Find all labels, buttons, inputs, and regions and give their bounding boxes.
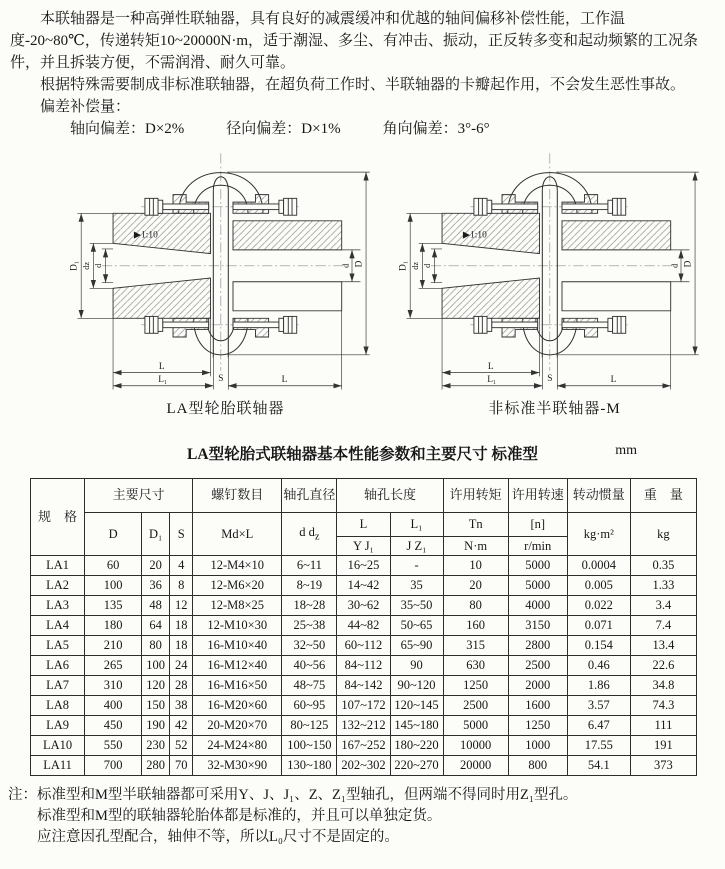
table-title: LA型轮胎式联轴器基本性能参数和主要尺寸 标准型 <box>187 446 538 463</box>
table-cell: 1.86 <box>567 676 630 696</box>
table-cell: 1000 <box>508 736 567 756</box>
table-cell: 25~38 <box>282 616 337 636</box>
spec-table-body <box>31 556 697 776</box>
table-cell: 17.55 <box>567 736 630 756</box>
table-header-cell: [n] <box>508 513 567 537</box>
table-header-cell <box>282 513 337 556</box>
intro-section <box>0 0 725 140</box>
table-cell: 6.47 <box>567 716 630 736</box>
table-cell: 160 <box>443 616 508 636</box>
coupling-diagram-right <box>397 144 712 418</box>
table-cell: 64 <box>142 616 170 636</box>
table-header-cell: D <box>85 513 142 556</box>
table-cell: 30~62 <box>337 596 390 616</box>
table-cell: 1250 <box>443 676 508 696</box>
table-header-cell: Tn <box>443 513 508 537</box>
table-cell: 28 <box>170 676 193 696</box>
table-cell: 65~90 <box>390 636 443 656</box>
table-cell: 100 <box>142 656 170 676</box>
table-cell: 0.071 <box>567 616 630 636</box>
table-row <box>31 756 697 776</box>
table-cell: LA1 <box>31 556 85 576</box>
table-cell: 14~42 <box>337 576 390 596</box>
table-cell: 180~220 <box>390 736 443 756</box>
d-dz-sub: z <box>314 531 320 543</box>
table-cell: 84~142 <box>337 676 390 696</box>
table-cell: 24-M24×80 <box>193 736 282 756</box>
unit-label: mm <box>615 443 637 458</box>
table-cell: 310 <box>85 676 142 696</box>
table-cell: 800 <box>508 756 567 776</box>
table-cell: 24 <box>170 656 193 676</box>
table-cell: 32-M30×90 <box>193 756 282 776</box>
table-header-cell: r/min <box>508 537 567 556</box>
intro-paragraph-2: 根据特殊需要制成非标准联轴器，在超负荷工作时、半联轴器的卡瓣起作用，不会发生恶性事故。 <box>40 77 686 93</box>
table-cell: 107~172 <box>337 696 390 716</box>
table-header-cell: L₁ <box>390 513 443 537</box>
table-cell: 10 <box>443 556 508 576</box>
table-header-cell: D₁ <box>142 513 170 556</box>
table-cell: 3.57 <box>567 696 630 716</box>
table-cell: LA4 <box>31 616 85 636</box>
table-row <box>31 716 697 736</box>
table-cell: 100 <box>85 576 142 596</box>
table-row <box>31 576 697 596</box>
coupling-drawing <box>397 144 712 397</box>
table-cell: 18 <box>170 616 193 636</box>
table-cell: 13.4 <box>630 636 696 656</box>
table-cell: LA11 <box>31 756 85 776</box>
table-cell: 202~302 <box>337 756 390 776</box>
spec-table <box>30 478 697 776</box>
table-cell: 22.6 <box>630 656 696 676</box>
table-header-cell: Y J₁ <box>337 537 390 556</box>
table-cell: 18 <box>170 636 193 656</box>
table-cell: 280 <box>142 756 170 776</box>
table-cell: 8 <box>170 576 193 596</box>
table-cell: 90~120 <box>390 676 443 696</box>
table-cell: 373 <box>630 756 696 776</box>
table-cell: 0.46 <box>567 656 630 676</box>
table-cell: 48~75 <box>282 676 337 696</box>
note-line: 标准型和M型的联轴器轮胎体都是标准的，并且可以单独定货。 <box>37 808 442 824</box>
table-header-cell: 螺钉数目 <box>193 479 282 513</box>
table-cell: LA2 <box>31 576 85 596</box>
table-cell: 315 <box>443 636 508 656</box>
coupling-drawing <box>68 144 383 397</box>
table-row <box>31 616 697 636</box>
table-header-cell: kg <box>630 513 696 556</box>
table-cell: 20 <box>443 576 508 596</box>
table-cell: 8~19 <box>282 576 337 596</box>
table-cell: LA5 <box>31 636 85 656</box>
note-line: 标准型和M型半联轴器都可采用Y、J、J₁、Z、Z₁型轴孔，但两端不得同时用Z₁型孔。 <box>37 787 578 803</box>
table-cell: 38 <box>170 696 193 716</box>
table-cell: 44~82 <box>337 616 390 636</box>
table-cell: 0.022 <box>567 596 630 616</box>
d-dz-main: d d <box>299 524 315 539</box>
table-cell: 135 <box>85 596 142 616</box>
table-cell: 50~65 <box>390 616 443 636</box>
table-cell: 18~28 <box>282 596 337 616</box>
table-cell: 191 <box>630 736 696 756</box>
table-cell: LA8 <box>31 696 85 716</box>
table-title-row <box>0 442 725 464</box>
table-cell: 84~112 <box>337 656 390 676</box>
table-cell: 1.33 <box>630 576 696 596</box>
table-cell: 190 <box>142 716 170 736</box>
table-row <box>31 656 697 676</box>
note-line: 应注意因孔型配合，轴伸不等，所以L₀尺寸不是固定的。 <box>37 829 399 845</box>
table-cell: 550 <box>85 736 142 756</box>
table-cell: 5000 <box>508 576 567 596</box>
table-cell: 130~180 <box>282 756 337 776</box>
table-cell: 80~125 <box>282 716 337 736</box>
table-cell: LA6 <box>31 656 85 676</box>
table-cell: 35 <box>390 576 443 596</box>
table-cell: 111 <box>630 716 696 736</box>
table-cell: 145~180 <box>390 716 443 736</box>
table-cell: 60~95 <box>282 696 337 716</box>
table-cell: 16-M16×50 <box>193 676 282 696</box>
table-row <box>31 736 697 756</box>
table-cell: 12-M4×10 <box>193 556 282 576</box>
table-cell: 32~50 <box>282 636 337 656</box>
table-cell: 12-M6×20 <box>193 576 282 596</box>
table-row <box>31 556 697 576</box>
table-cell: LA3 <box>31 596 85 616</box>
table-cell: 42 <box>170 716 193 736</box>
coupling-diagram-left <box>68 144 383 418</box>
table-cell: 180 <box>85 616 142 636</box>
table-cell: 132~212 <box>337 716 390 736</box>
table-row <box>31 636 697 656</box>
table-cell: LA9 <box>31 716 85 736</box>
table-header-cell: 许用转矩 <box>443 479 508 513</box>
table-cell: 2500 <box>443 696 508 716</box>
table-cell: 80 <box>443 596 508 616</box>
table-cell: 54.1 <box>567 756 630 776</box>
table-cell: 220~270 <box>390 756 443 776</box>
table-cell: 4 <box>170 556 193 576</box>
offset-radial: 径向偏差：D×1% <box>226 121 341 137</box>
notes-section <box>8 785 725 848</box>
table-row <box>31 696 697 716</box>
table-cell: 167~252 <box>337 736 390 756</box>
intro-paragraph-1: 本联轴器是一种高弹性联轴器，具有良好的减震缓冲和优越的轴间偏移补偿性能，工作温度-20~80℃，传递转矩10~20000N·m，适于潮湿、多尘、有冲击、振动，正反转多变和起动频繁的工况条件，并且拆装方便，不需润滑、耐久可靠。 <box>10 11 699 71</box>
table-header-cell: 轴孔长度 <box>337 479 443 513</box>
table-cell: 4000 <box>508 596 567 616</box>
table-cell: 35~50 <box>390 596 443 616</box>
table-cell: 0.005 <box>567 576 630 596</box>
diagram-caption-left: LA型轮胎联轴器 <box>166 401 285 417</box>
diagrams-section <box>0 144 725 418</box>
table-header-cell: 主要尺寸 <box>85 479 193 513</box>
table-cell: 16-M20×60 <box>193 696 282 716</box>
table-cell: LA7 <box>31 676 85 696</box>
table-cell: 450 <box>85 716 142 736</box>
table-header-cell: N·m <box>443 537 508 556</box>
table-header-cell: 转动惯量 <box>567 479 630 513</box>
table-header-cell: 许用转速 <box>508 479 567 513</box>
table-cell: 3.4 <box>630 596 696 616</box>
table-cell: 2500 <box>508 656 567 676</box>
notes-label: 注： <box>8 787 37 803</box>
table-cell: 7.4 <box>630 616 696 636</box>
offset-angular: 角向偏差：3°-6° <box>382 121 490 137</box>
table-cell: 5000 <box>443 716 508 736</box>
table-cell: 1250 <box>508 716 567 736</box>
table-cell: 20-M20×70 <box>193 716 282 736</box>
table-cell: 36 <box>142 576 170 596</box>
table-row <box>31 596 697 616</box>
table-header-cell: kg·m² <box>567 513 630 556</box>
table-cell: 34.8 <box>630 676 696 696</box>
table-cell: 6~11 <box>282 556 337 576</box>
table-cell: LA10 <box>31 736 85 756</box>
table-header-cell: L <box>337 513 390 537</box>
table-header-cell: 重 量 <box>630 479 696 513</box>
table-cell: 70 <box>170 756 193 776</box>
table-cell: 60~112 <box>337 636 390 656</box>
table-cell: 120~145 <box>390 696 443 716</box>
diagram-caption-right: 非标准半联轴器-M <box>488 401 621 417</box>
table-cell: 230 <box>142 736 170 756</box>
table-header-cell: 规 格 <box>31 479 85 556</box>
table-cell: 16-M10×40 <box>193 636 282 656</box>
table-cell: 630 <box>443 656 508 676</box>
table-cell: 80 <box>142 636 170 656</box>
offset-line <box>10 118 711 140</box>
table-cell: 16-M12×40 <box>193 656 282 676</box>
table-cell: 90 <box>390 656 443 676</box>
table-cell: 48 <box>142 596 170 616</box>
table-cell: - <box>390 556 443 576</box>
table-cell: 16~25 <box>337 556 390 576</box>
table-cell: 100~150 <box>282 736 337 756</box>
table-cell: 265 <box>85 656 142 676</box>
table-cell: 2000 <box>508 676 567 696</box>
table-cell: 12 <box>170 596 193 616</box>
table-cell: 120 <box>142 676 170 696</box>
table-cell: 40~56 <box>282 656 337 676</box>
table-cell: 20000 <box>443 756 508 776</box>
table-cell: 12-M8×25 <box>193 596 282 616</box>
table-cell: 150 <box>142 696 170 716</box>
table-cell: 10000 <box>443 736 508 756</box>
table-cell: 0.0004 <box>567 556 630 576</box>
table-cell: 210 <box>85 636 142 656</box>
table-header-cell: Md×L <box>193 513 282 556</box>
table-cell: 1600 <box>508 696 567 716</box>
table-cell: 2800 <box>508 636 567 656</box>
offset-title: 偏差补偿量： <box>40 99 131 115</box>
table-cell: 400 <box>85 696 142 716</box>
table-row <box>31 676 697 696</box>
table-cell: 12-M10×30 <box>193 616 282 636</box>
table-cell: 60 <box>85 556 142 576</box>
table-header-cell: 轴孔直径 <box>282 479 337 513</box>
offset-axial: 轴向偏差：D×2% <box>70 121 185 137</box>
table-cell: 5000 <box>508 556 567 576</box>
table-header-cell: S <box>170 513 193 556</box>
table-cell: 20 <box>142 556 170 576</box>
table-cell: 700 <box>85 756 142 776</box>
notes-body <box>37 785 577 848</box>
table-cell: 3150 <box>508 616 567 636</box>
table-cell: 74.3 <box>630 696 696 716</box>
table-cell: 52 <box>170 736 193 756</box>
table-cell: 0.154 <box>567 636 630 656</box>
table-header-cell: J Z₁ <box>390 537 443 556</box>
table-cell: 0.35 <box>630 556 696 576</box>
